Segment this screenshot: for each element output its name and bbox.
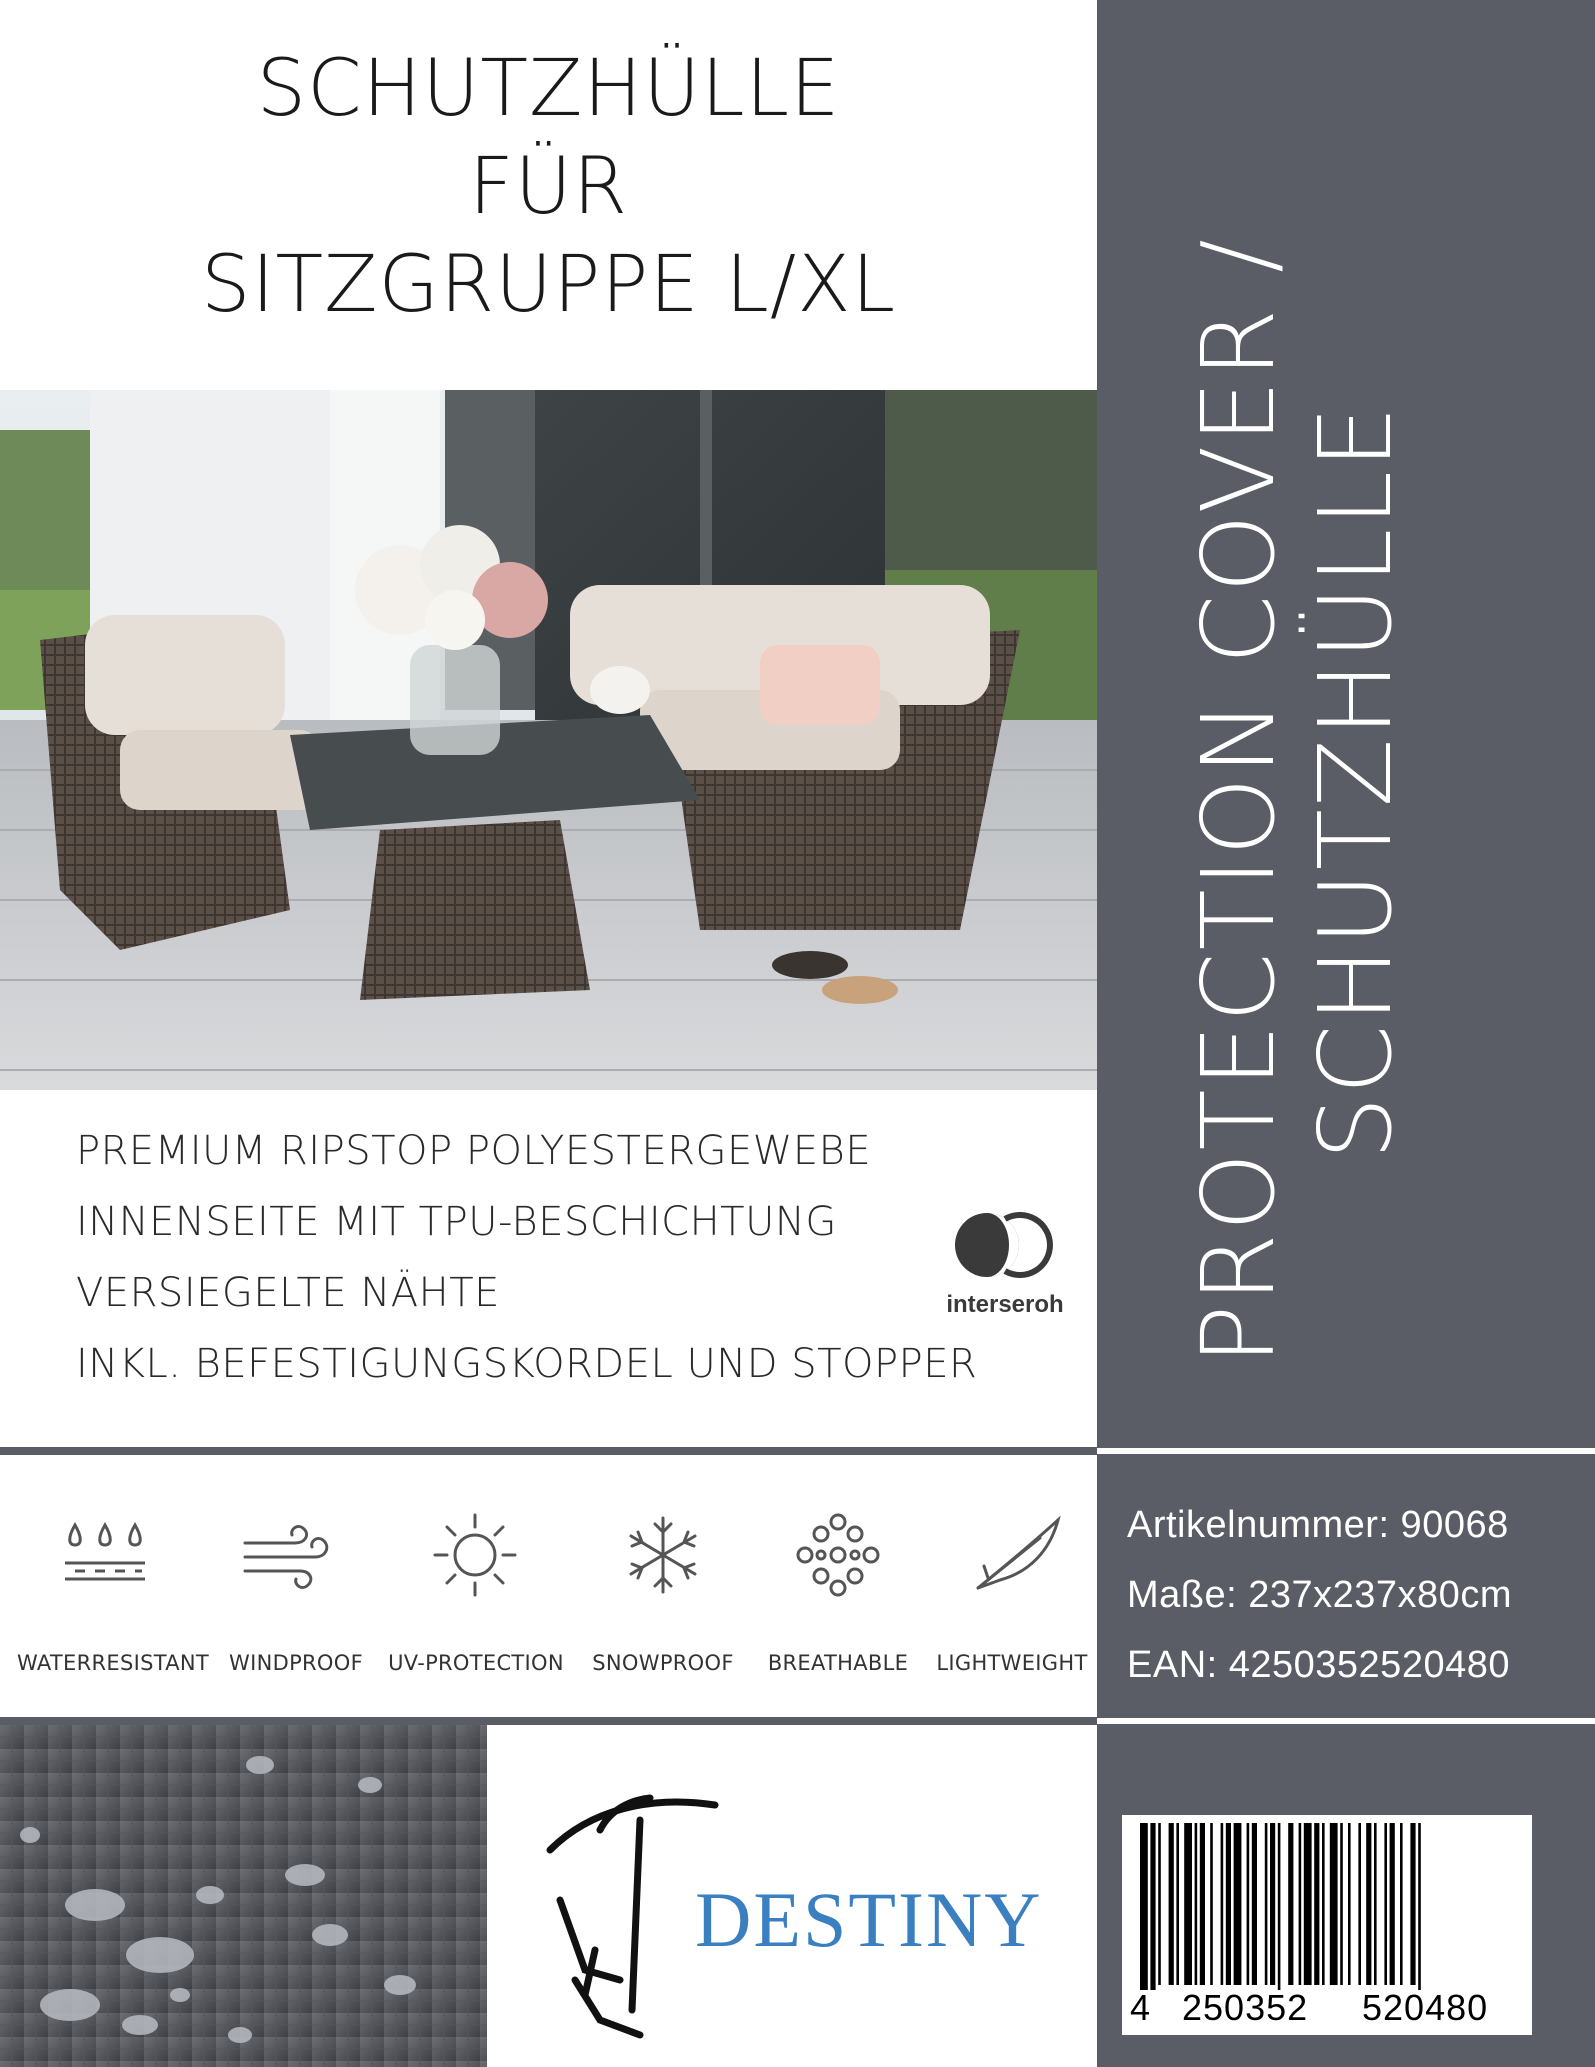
barcode-bar xyxy=(1418,1823,1421,1990)
barcode-bar xyxy=(1358,1823,1361,1985)
barcode-digits-3: 520480 xyxy=(1362,1987,1489,2028)
barcode-bar xyxy=(1265,1823,1268,1985)
barcode-bar xyxy=(1158,1823,1161,1985)
barcode-bar xyxy=(1169,1823,1174,1985)
barcode-bar xyxy=(1410,1823,1415,1985)
dimensions: Maße: 237x237x80cm xyxy=(1127,1574,1512,1616)
barcode-bar xyxy=(1374,1823,1377,1985)
features-icons-row xyxy=(0,1455,1097,1717)
sun-icon xyxy=(430,1510,520,1604)
barcode-digits-1: 4 xyxy=(1130,1987,1151,2028)
barcode-bar xyxy=(1221,1823,1224,1985)
barcode-bar xyxy=(1252,1823,1257,1985)
barcode-bar xyxy=(1340,1823,1343,1985)
barcode-bar xyxy=(1176,1823,1179,1985)
divider-top xyxy=(0,1447,1097,1455)
fabric-water-image xyxy=(0,1725,487,2067)
brand-logo xyxy=(540,1780,1060,2050)
barcode-bar xyxy=(1390,1823,1395,1985)
barcode-bar xyxy=(1348,1823,1351,1985)
title-line-3: SITZGRUPPE L/XL xyxy=(200,240,897,330)
title-line-2: FÜR xyxy=(468,142,629,232)
feature-item-4: INKL. BEFESTIGUNGSKORDEL UND STOPPER xyxy=(76,1341,978,1387)
icon-label-uv-protection: UV-PROTECTION xyxy=(388,1651,564,1675)
barcode-bar xyxy=(1200,1823,1205,1985)
barcode-bar xyxy=(1314,1823,1319,1985)
certification-name: interseroh xyxy=(946,1291,1064,1318)
article-number: Artikelnummer: 90068 xyxy=(1127,1504,1509,1546)
barcode-bar xyxy=(1195,1823,1198,1985)
barcode-bar xyxy=(1247,1823,1250,1985)
panel-divider-bottom xyxy=(1097,1718,1595,1724)
feature-item-2: INNENSEITE MIT TPU-BESCHICHTUNG xyxy=(76,1199,837,1245)
barcode-bars xyxy=(1122,1815,1532,1990)
title-line-1: SCHUTZHÜLLE xyxy=(256,44,841,134)
barcode-bar xyxy=(1366,1823,1371,1985)
brand-name: DESTINY xyxy=(695,1876,1043,1963)
certification-logo xyxy=(935,1205,1075,1325)
breathable-dots-icon xyxy=(793,1510,883,1604)
barcode-bar xyxy=(1400,1823,1403,1985)
barcode-bar xyxy=(1140,1823,1148,1990)
interseroh-logo-icon xyxy=(935,1205,1075,1285)
right-info-panel xyxy=(1097,0,1595,2067)
barcode-bar xyxy=(1150,1823,1155,1990)
feature-item-3: VERSIEGELTE NÄHTE xyxy=(76,1270,500,1316)
barcode-bar xyxy=(1322,1823,1325,1985)
parasol-lounger-logo-icon xyxy=(540,1780,720,2050)
patio-scene-image xyxy=(0,390,1097,1090)
product-title xyxy=(0,40,1097,334)
icon-label-waterresistant: WATERRESISTANT xyxy=(16,1651,210,1675)
icon-label-snowproof: SNOWPROOF xyxy=(592,1651,734,1675)
ean-number: EAN: 4250352520480 xyxy=(1127,1644,1510,1686)
water-drops-icon xyxy=(60,1515,150,1599)
icon-label-breathable: BREATHABLE xyxy=(767,1651,909,1675)
vertical-title-line-2: SCHUTZHÜLLE xyxy=(1297,403,1414,1160)
barcode-bar xyxy=(1288,1823,1293,1985)
divider-bottom xyxy=(0,1717,1097,1725)
barcode-bar xyxy=(1270,1823,1275,1985)
icon-label-lightweight: LIGHTWEIGHT xyxy=(936,1651,1088,1675)
barcode-bar xyxy=(1299,1823,1302,1985)
barcode-bar xyxy=(1304,1823,1312,1985)
vertical-title-line-1: PROTECTION COVER / xyxy=(1180,237,1297,1365)
barcode xyxy=(1122,1815,1532,2035)
feather-icon xyxy=(970,1510,1065,1604)
product-photo xyxy=(0,390,1097,1090)
barcode-bar xyxy=(1226,1823,1231,1985)
barcode-bar xyxy=(1384,1823,1387,1985)
barcode-bar xyxy=(1210,1823,1213,1985)
panel-divider-top xyxy=(1097,1448,1595,1454)
wind-icon xyxy=(240,1515,335,1599)
icon-label-windproof: WINDPROOF xyxy=(229,1651,363,1675)
snowflake-icon xyxy=(618,1510,708,1604)
feature-item-1: PREMIUM RIPSTOP POLYESTERGEWEBE xyxy=(76,1128,872,1174)
barcode-bar xyxy=(1330,1823,1338,1985)
barcode-bar xyxy=(1278,1823,1281,1990)
barcode-bar xyxy=(1234,1823,1242,1985)
barcode-bar xyxy=(1184,1823,1192,1985)
barcode-digits-2: 250352 xyxy=(1182,1987,1309,2028)
